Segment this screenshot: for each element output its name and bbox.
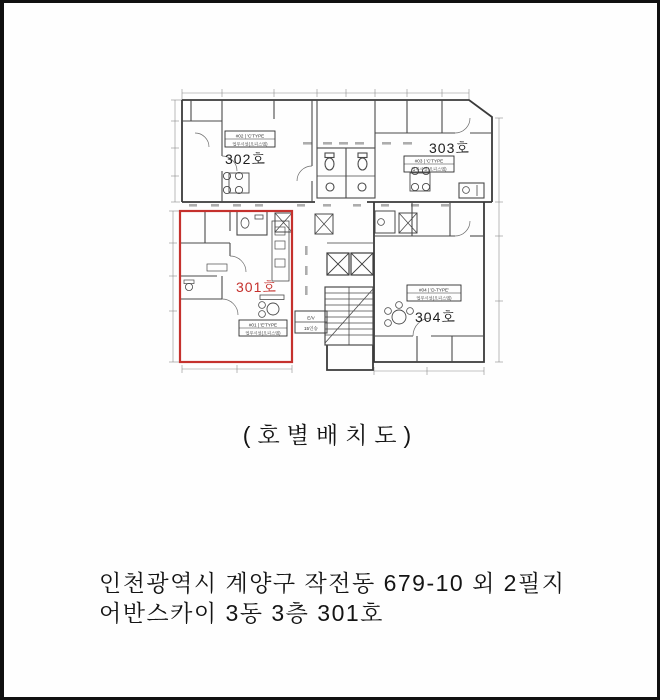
- unit-304-label-box: [407, 285, 461, 302]
- unit-303-label-box: [404, 156, 454, 173]
- unit-label-301: 301호: [236, 279, 277, 295]
- shaft-boxes: [275, 211, 417, 234]
- unit-label-304: 304호: [415, 309, 456, 325]
- unit-302-furniture: [223, 172, 249, 193]
- floor-plan-drawing: [167, 71, 507, 381]
- unit-301-type-label: #01 | 'E'TYPE: [248, 322, 278, 328]
- floor-plan: [167, 71, 507, 381]
- unit-304-type-label: #04 | 'D-TYPE': [418, 287, 450, 293]
- unit-302-use-label: 업무시설(오피스텔): [232, 141, 268, 147]
- unit-302-label-box: [225, 131, 275, 148]
- shared-bathrooms: [317, 100, 375, 198]
- plan-caption: (호별배치도): [242, 422, 419, 448]
- core-elevators: [327, 243, 373, 275]
- elevator-label-box: [295, 311, 327, 333]
- unit-303-use-label: 업무시설(오피스텔): [411, 166, 447, 172]
- core-stairs: [325, 287, 373, 345]
- address-line-2: 어반스카이 3동 3층 301호: [99, 600, 384, 626]
- address-line-1: 인천광역시 계양구 작전동 679-10 외 2필지: [99, 570, 566, 596]
- unit-304-use-label: 업무시설(오피스텔): [416, 295, 452, 301]
- elevator-label-line2: 15인승: [304, 326, 318, 331]
- unit-302-type-label: #02 | 'C'TYPE: [235, 133, 265, 139]
- dimension-ticks: [169, 89, 503, 375]
- unit-301-use-label: 업무시설(오피스텔): [245, 330, 281, 336]
- unit-301-label-box: [239, 320, 287, 337]
- property-address: [99, 568, 637, 628]
- elevator-label-line1: E/V: [307, 315, 315, 321]
- unit-label-303: 303호: [429, 140, 470, 156]
- unit-label-302: 302호: [225, 151, 266, 167]
- unit-304-walls: [374, 202, 484, 362]
- unit-303-type-label: #03 | 'C'TYPE: [414, 158, 444, 164]
